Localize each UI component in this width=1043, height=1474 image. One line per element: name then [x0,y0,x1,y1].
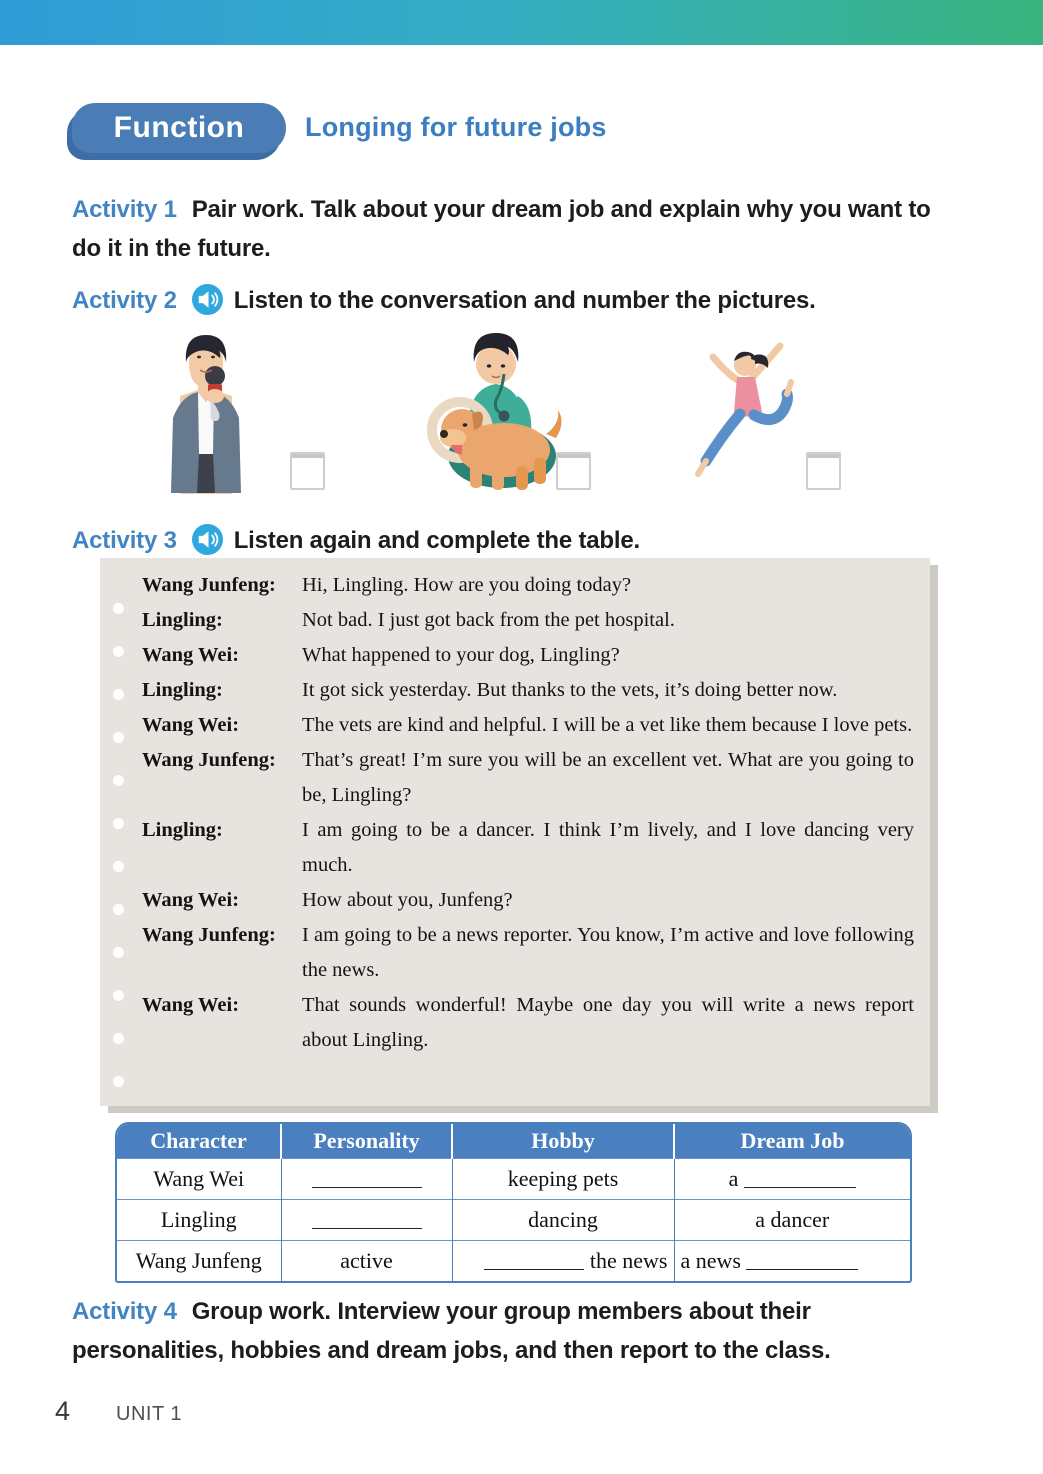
speaker-name: Wang Junfeng: [142,749,276,771]
section-badge-label: Function [113,111,245,144]
dialogue-rows [142,568,914,1058]
binding-dot [113,947,124,958]
section-badge [72,103,286,153]
table-cell [674,1241,910,1282]
section-subtitle: Longing for future jobs [305,112,607,142]
audio-speaker-icon[interactable] [192,524,223,555]
table-header-cell: Character [117,1124,281,1159]
speaker-line: That sounds wonderful! Maybe one day you will write a news report about Lingling. [302,994,914,1051]
binding-dot [113,732,124,743]
dialogue-row [142,743,914,813]
speaker-line: Hi, Lingling. How are you doing today? [302,574,632,596]
activity-1-label: Activity 1 [72,196,177,223]
speaker-name: Wang Wei: [142,644,240,666]
speaker-line: The vets are kind and helpful. I will be a vet like them because I love pets. [302,714,913,736]
binding-dot [113,1076,124,1087]
audio-speaker-icon[interactable] [192,284,223,315]
speaker-name: Lingling: [142,679,223,701]
speaker-line: It got sick yesterday. But thanks to the vets, it’s doing better now. [302,679,838,701]
table-header-cell: Hobby [452,1124,674,1159]
speaker-name: Wang Wei: [142,889,240,911]
activity-2-label: Activity 2 [72,287,177,314]
table-cell [281,1200,452,1241]
results-table-wrapper [115,1122,912,1283]
dialogue-row [142,708,914,743]
speaker-line: Not bad. I just got back from the pet hospital. [302,609,675,631]
speaker-name: Lingling: [142,609,223,631]
dialogue-row [142,918,914,988]
table-header-row [117,1124,910,1159]
table-cell [674,1159,910,1200]
table-row [117,1200,910,1241]
activity-3-text: Listen again and complete the table. [233,527,640,554]
cell-text: a news [680,1248,747,1273]
activity-2-text: Listen to the conversation and number the pictures. [233,287,816,314]
dancer-illustration [683,337,799,483]
fill-in-blank[interactable] [746,1249,858,1270]
table-cell [452,1241,674,1282]
cell-text: Wang Junfeng [135,1248,262,1273]
speaker-name: Wang Wei: [142,994,240,1016]
picture-1-number-box[interactable] [290,452,325,490]
table-cell [117,1241,281,1282]
activity-4-label: Activity 4 [72,1298,177,1325]
results-table [117,1124,910,1281]
top-gradient-bar [0,0,1043,45]
speaker-line: How about you, Junfeng? [302,889,513,911]
table-cell [281,1159,452,1200]
picture-2-number-box[interactable] [556,452,591,490]
activity-2 [72,281,960,320]
cell-text: the news [584,1248,668,1273]
fill-in-blank[interactable] [312,1167,422,1188]
speaker-line: I am going to be a dancer. I think I’m lively, and I love dancing very much. [302,819,914,876]
fill-in-blank[interactable] [744,1167,856,1188]
table-cell [117,1159,281,1200]
speaker-line: What happened to your dog, Lingling? [302,644,620,666]
page-number: 4 [55,1396,71,1426]
dialogue-row [142,813,914,883]
activity-4 [72,1292,960,1370]
table-cell [452,1200,674,1241]
dialogue-row [142,988,914,1058]
dialogue-row [142,568,914,603]
binding-dot [113,603,124,614]
speaker-name: Wang Junfeng: [142,924,276,946]
table-header-cell: Personality [281,1124,452,1159]
table-cell [674,1200,910,1241]
dialogue-dots [113,603,125,1119]
table-cell [452,1159,674,1200]
activity-4-text: Group work. Interview your group members about their personalities, hobbies and dream jobs, and then report to the class. [72,1298,831,1364]
vet-with-dog-illustration [420,324,566,494]
binding-dot [113,861,124,872]
cell-text: dancing [528,1207,598,1232]
table-header-cell: Dream Job [674,1124,910,1159]
fill-in-blank[interactable] [484,1249,584,1270]
speaker-name: Wang Wei: [142,714,240,736]
binding-dot [113,990,124,1001]
activity-1-text: Pair work. Talk about your dream job and explain why you want to do it in the future. [72,196,931,262]
activity-3 [72,521,960,560]
binding-dot [113,646,124,657]
dialogue-row [142,638,914,673]
binding-dot [113,818,124,829]
fill-in-blank[interactable] [312,1208,422,1229]
speaker-line: I am going to be a news reporter. You know, I’m active and love following the news. [302,924,914,981]
binding-dot [113,775,124,786]
speaker-line: That’s great! I’m sure you will be an excellent vet. What are you going to be, Lingling? [302,749,914,806]
binding-dot [113,904,124,915]
activity-3-label: Activity 3 [72,527,177,554]
unit-label: UNIT 1 [116,1403,182,1425]
dialogue-row [142,603,914,638]
dialogue-row [142,883,914,918]
cell-text: a [728,1166,744,1191]
activity-1 [72,190,960,268]
dialogue-box [100,558,930,1106]
binding-dot [113,1033,124,1044]
picture-3-number-box[interactable] [806,452,841,490]
table-row [117,1241,910,1282]
speaker-name: Wang Junfeng: [142,574,276,596]
news-reporter-illustration [153,332,259,494]
table-body [117,1159,910,1282]
cell-text: keeping pets [507,1166,619,1191]
cell-text: a dancer [755,1207,830,1232]
table-cell [117,1200,281,1241]
dialogue-row [142,673,914,708]
cell-text: Wang Wei [153,1166,245,1191]
binding-dot [113,689,124,700]
table-cell [281,1241,452,1282]
speaker-name: Lingling: [142,819,223,841]
cell-text: active [340,1248,393,1273]
table-row [117,1159,910,1200]
cell-text: Lingling [160,1207,237,1232]
